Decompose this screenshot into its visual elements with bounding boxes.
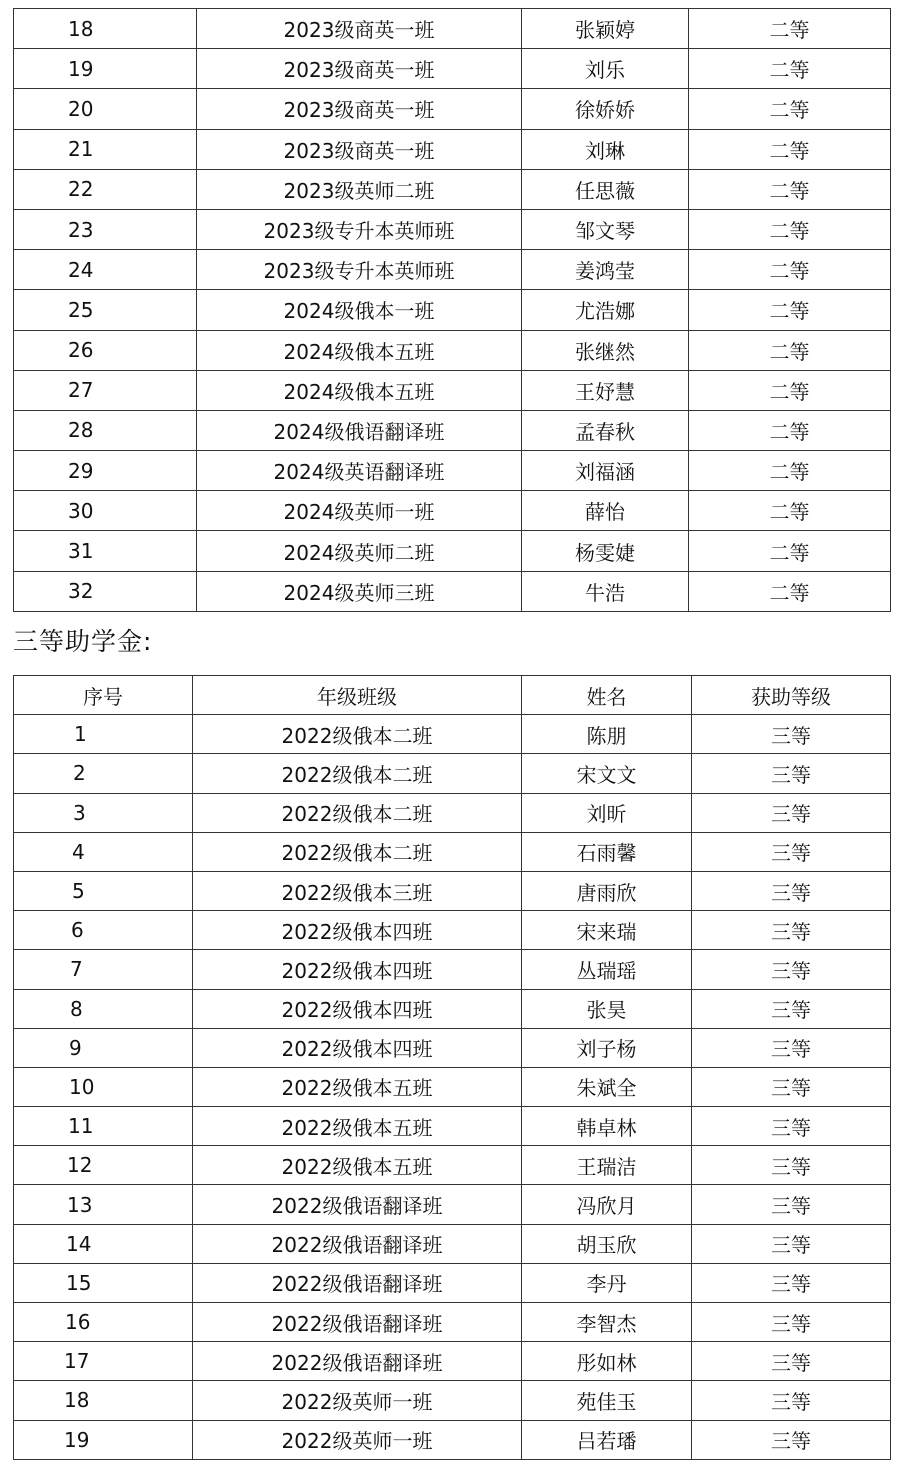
row-index: 2 xyxy=(14,754,193,793)
row-name: 刘子杨 xyxy=(522,1028,692,1067)
row-class: 2022级俄语翻译班 xyxy=(193,1224,522,1263)
row-class: 2024级俄本一班 xyxy=(197,290,522,330)
row-class: 2022级俄语翻译班 xyxy=(193,1185,522,1224)
row-level: 三等 xyxy=(692,989,891,1028)
row-level: 二等 xyxy=(689,491,891,531)
row-name: 吕若璠 xyxy=(522,1420,692,1459)
row-name: 石雨馨 xyxy=(522,832,692,871)
row-name: 张颖婷 xyxy=(522,9,689,49)
row-index: 24 xyxy=(14,250,197,290)
table-row xyxy=(14,754,891,793)
row-index: 10 xyxy=(14,1067,193,1106)
row-level: 三等 xyxy=(692,793,891,832)
row-name: 彤如林 xyxy=(522,1342,692,1381)
row-class: 2022级英师一班 xyxy=(193,1420,522,1459)
row-index: 27 xyxy=(14,370,197,410)
table-row xyxy=(14,1107,891,1146)
row-index: 13 xyxy=(14,1185,193,1224)
row-index: 18 xyxy=(14,1381,193,1420)
row-index: 26 xyxy=(14,330,197,370)
row-name: 杨雯婕 xyxy=(522,531,689,571)
row-name: 尤浩娜 xyxy=(522,290,689,330)
row-level: 三等 xyxy=(692,1146,891,1185)
row-index: 4 xyxy=(14,832,193,871)
table-row xyxy=(14,950,891,989)
row-index: 21 xyxy=(14,129,197,169)
row-name: 牛浩 xyxy=(522,571,689,611)
row-index: 9 xyxy=(14,1028,193,1067)
row-level: 三等 xyxy=(692,1342,891,1381)
table-row xyxy=(14,491,891,531)
table-row xyxy=(14,1342,891,1381)
table-row xyxy=(14,1420,891,1459)
row-name: 张昊 xyxy=(522,989,692,1028)
row-level: 三等 xyxy=(692,715,891,754)
row-level: 三等 xyxy=(692,1028,891,1067)
table-row xyxy=(14,209,891,249)
row-level: 三等 xyxy=(692,832,891,871)
row-index: 32 xyxy=(14,571,197,611)
row-index: 19 xyxy=(14,49,197,89)
row-level: 二等 xyxy=(689,290,891,330)
row-name: 宋来瑞 xyxy=(522,911,692,950)
row-name: 徐娇娇 xyxy=(522,89,689,129)
table-row xyxy=(14,1185,891,1224)
table-row xyxy=(14,531,891,571)
row-level: 二等 xyxy=(689,531,891,571)
row-name: 任思薇 xyxy=(522,169,689,209)
table-row xyxy=(14,1224,891,1263)
row-index: 5 xyxy=(14,871,193,910)
row-index: 1 xyxy=(14,715,193,754)
table-row xyxy=(14,49,891,89)
table-row xyxy=(14,1028,891,1067)
row-level: 三等 xyxy=(692,871,891,910)
table-row xyxy=(14,1303,891,1342)
row-class: 2023级商英一班 xyxy=(197,89,522,129)
row-index: 30 xyxy=(14,491,197,531)
row-index: 15 xyxy=(14,1263,193,1302)
row-name: 孟春秋 xyxy=(522,410,689,450)
row-class: 2022级俄本五班 xyxy=(193,1107,522,1146)
row-index: 25 xyxy=(14,290,197,330)
table-row xyxy=(14,370,891,410)
row-level: 二等 xyxy=(689,250,891,290)
row-level: 二等 xyxy=(689,451,891,491)
row-class: 2022级俄本五班 xyxy=(193,1067,522,1106)
row-class: 2023级商英一班 xyxy=(197,49,522,89)
row-name: 丛瑞瑶 xyxy=(522,950,692,989)
row-level: 二等 xyxy=(689,571,891,611)
row-name: 张继然 xyxy=(522,330,689,370)
row-class: 2024级俄本五班 xyxy=(197,330,522,370)
row-index: 7 xyxy=(14,950,193,989)
table-row xyxy=(14,571,891,611)
row-level: 三等 xyxy=(692,1263,891,1302)
row-name: 刘乐 xyxy=(522,49,689,89)
table-row xyxy=(14,1381,891,1420)
row-class: 2022级俄本三班 xyxy=(193,871,522,910)
row-level: 二等 xyxy=(689,410,891,450)
table-row xyxy=(14,410,891,450)
row-level: 三等 xyxy=(692,754,891,793)
row-name: 苑佳玉 xyxy=(522,1381,692,1420)
second-grade-table xyxy=(13,8,891,612)
table-row xyxy=(14,793,891,832)
header-class: 年级班级 xyxy=(193,676,522,715)
row-index: 20 xyxy=(14,89,197,129)
row-class: 2022级俄本四班 xyxy=(193,1028,522,1067)
row-name: 李智杰 xyxy=(522,1303,692,1342)
row-level: 三等 xyxy=(692,1381,891,1420)
table-row xyxy=(14,451,891,491)
row-level: 二等 xyxy=(689,9,891,49)
table-row xyxy=(14,1146,891,1185)
row-class: 2022级俄本二班 xyxy=(193,754,522,793)
row-name: 韩卓林 xyxy=(522,1107,692,1146)
row-class: 2024级英师三班 xyxy=(197,571,522,611)
row-index: 31 xyxy=(14,531,197,571)
row-class: 2024级英语翻译班 xyxy=(197,451,522,491)
table-row xyxy=(14,9,891,49)
row-class: 2022级俄语翻译班 xyxy=(193,1263,522,1302)
table-row xyxy=(14,129,891,169)
row-index: 28 xyxy=(14,410,197,450)
row-index: 3 xyxy=(14,793,193,832)
row-index: 12 xyxy=(14,1146,193,1185)
row-level: 三等 xyxy=(692,1107,891,1146)
row-index: 16 xyxy=(14,1303,193,1342)
row-level: 三等 xyxy=(692,911,891,950)
row-level: 三等 xyxy=(692,1224,891,1263)
row-name: 宋文文 xyxy=(522,754,692,793)
row-name: 王妤慧 xyxy=(522,370,689,410)
row-index: 18 xyxy=(14,9,197,49)
row-class: 2022级俄本二班 xyxy=(193,715,522,754)
row-index: 14 xyxy=(14,1224,193,1263)
row-class: 2023级商英一班 xyxy=(197,129,522,169)
header-level: 获助等级 xyxy=(692,676,891,715)
row-level: 二等 xyxy=(689,129,891,169)
row-name: 刘福涵 xyxy=(522,451,689,491)
row-class: 2022级俄本二班 xyxy=(193,793,522,832)
row-class: 2022级俄本四班 xyxy=(193,989,522,1028)
row-level: 二等 xyxy=(689,370,891,410)
row-level: 二等 xyxy=(689,209,891,249)
third-grade-table xyxy=(13,675,891,1460)
row-name: 李丹 xyxy=(522,1263,692,1302)
row-name: 邹文琴 xyxy=(522,209,689,249)
row-class: 2023级专升本英师班 xyxy=(197,250,522,290)
row-name: 陈朋 xyxy=(522,715,692,754)
row-name: 朱斌全 xyxy=(522,1067,692,1106)
third-grade-heading: 三等助学金: xyxy=(13,627,153,656)
table-row xyxy=(14,1263,891,1302)
table-row xyxy=(14,911,891,950)
header-name: 姓名 xyxy=(522,676,692,715)
table-row xyxy=(14,290,891,330)
row-index: 11 xyxy=(14,1107,193,1146)
table-row xyxy=(14,871,891,910)
header-index: 序号 xyxy=(14,676,193,715)
row-level: 二等 xyxy=(689,330,891,370)
row-class: 2023级英师二班 xyxy=(197,169,522,209)
row-index: 22 xyxy=(14,169,197,209)
row-level: 三等 xyxy=(692,1303,891,1342)
row-level: 二等 xyxy=(689,89,891,129)
row-class: 2022级俄本五班 xyxy=(193,1146,522,1185)
row-name: 薛怡 xyxy=(522,491,689,531)
row-class: 2022级俄本四班 xyxy=(193,950,522,989)
row-name: 胡玉欣 xyxy=(522,1224,692,1263)
table-header-row xyxy=(14,676,891,715)
table-row xyxy=(14,330,891,370)
row-index: 29 xyxy=(14,451,197,491)
row-name: 姜鸿莹 xyxy=(522,250,689,290)
row-level: 三等 xyxy=(692,1067,891,1106)
row-name: 刘琳 xyxy=(522,129,689,169)
row-class: 2023级商英一班 xyxy=(197,9,522,49)
row-name: 王瑞洁 xyxy=(522,1146,692,1185)
row-class: 2024级英师二班 xyxy=(197,531,522,571)
row-class: 2024级英师一班 xyxy=(197,491,522,531)
row-class: 2022级俄语翻译班 xyxy=(193,1342,522,1381)
row-class: 2022级英师一班 xyxy=(193,1381,522,1420)
row-class: 2023级专升本英师班 xyxy=(197,209,522,249)
row-index: 8 xyxy=(14,989,193,1028)
table-row xyxy=(14,715,891,754)
row-class: 2022级俄本四班 xyxy=(193,911,522,950)
row-name: 唐雨欣 xyxy=(522,871,692,910)
row-class: 2024级俄本五班 xyxy=(197,370,522,410)
row-name: 冯欣月 xyxy=(522,1185,692,1224)
row-level: 三等 xyxy=(692,950,891,989)
row-level: 三等 xyxy=(692,1420,891,1459)
row-level: 二等 xyxy=(689,169,891,209)
row-index: 17 xyxy=(14,1342,193,1381)
table-row xyxy=(14,1067,891,1106)
row-class: 2022级俄语翻译班 xyxy=(193,1303,522,1342)
row-class: 2022级俄本二班 xyxy=(193,832,522,871)
row-level: 二等 xyxy=(689,49,891,89)
table-row xyxy=(14,89,891,129)
table-row xyxy=(14,169,891,209)
table-row xyxy=(14,989,891,1028)
row-class: 2024级俄语翻译班 xyxy=(197,410,522,450)
row-index: 19 xyxy=(14,1420,193,1459)
row-name: 刘昕 xyxy=(522,793,692,832)
row-index: 6 xyxy=(14,911,193,950)
row-index: 23 xyxy=(14,209,197,249)
table-row xyxy=(14,832,891,871)
table-row xyxy=(14,250,891,290)
row-level: 三等 xyxy=(692,1185,891,1224)
